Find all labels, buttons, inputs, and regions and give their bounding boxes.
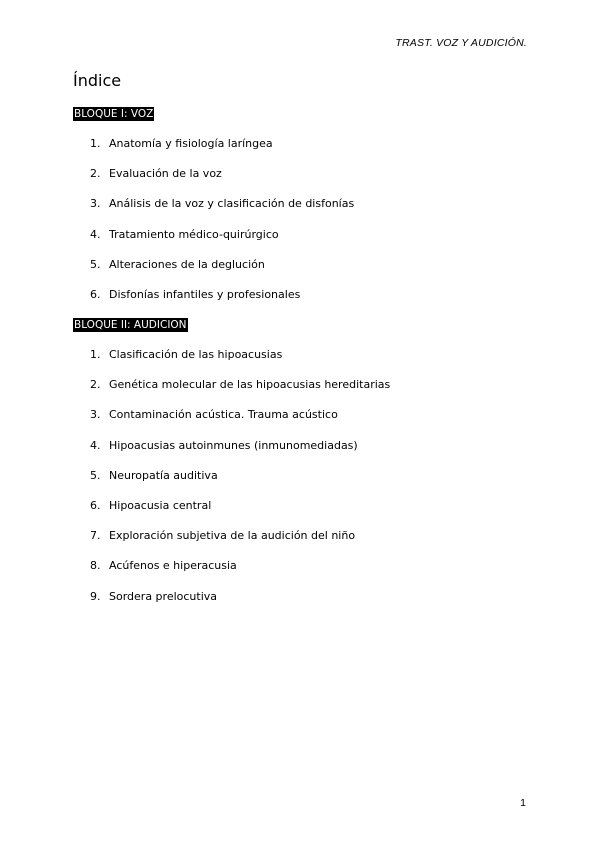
toc-item-text: Disfonías infantiles y profesionales: [109, 287, 301, 301]
toc-item-text: Sordera prelocutiva: [109, 589, 218, 603]
toc-item-number: 9.: [90, 589, 101, 603]
page-title: Índice: [73, 71, 122, 90]
toc-item-text: Acúfenos e hiperacusia: [109, 559, 237, 573]
toc-item-number: 6.: [90, 498, 101, 512]
section-title-audicion: BLOQUE II: AUDICION: [74, 319, 187, 331]
toc-item-number: 1.: [90, 348, 101, 361]
toc-item-number: 3.: [90, 197, 101, 211]
toc-item-number: 4.: [90, 227, 101, 241]
toc-item-text: Genética molecular de las hipoacusias hereditarias: [109, 378, 391, 392]
toc-item-text: Hipoacusia central: [109, 498, 212, 512]
toc-item-text: Exploración subjetiva de la audición del niño: [109, 529, 356, 543]
section-title-voz: BLOQUE I: VOZ: [74, 108, 154, 120]
toc-item-text: Contaminación acústica. Trauma acústico: [109, 408, 338, 422]
toc-item-number: 8.: [90, 559, 101, 573]
toc-item-number: 7.: [90, 529, 101, 543]
toc-item-text: Anatomía y fisiología laríngea: [109, 137, 273, 150]
toc-item-number: 2.: [90, 378, 101, 392]
toc-item-number: 3.: [90, 408, 101, 422]
toc-item-number: 5.: [90, 468, 101, 482]
toc-item-text: Neuropatía auditiva: [109, 468, 218, 482]
toc-item-text: Hipoacusias autoinmunes (inmunomediadas): [109, 438, 358, 452]
running-header: TRAST. VOZ Y AUDICIÓN.: [395, 37, 527, 49]
toc-item-text: Evaluación de la voz: [109, 167, 222, 181]
toc-item-number: 5.: [90, 257, 101, 271]
toc-item-number: 2.: [90, 167, 101, 181]
toc-item-number: 4.: [90, 438, 101, 452]
toc-item-text: Tratamiento médico-quirúrgico: [109, 227, 279, 241]
toc-item-number: 6.: [90, 287, 101, 301]
toc-item-number: 1.: [90, 137, 101, 150]
toc-item-text: Análisis de la voz y clasificación de disfonías: [109, 197, 355, 211]
toc-item-text: Clasificación de las hipoacusias: [109, 348, 283, 361]
toc-item-text: Alteraciones de la deglución: [109, 257, 265, 271]
page-number: 1: [520, 797, 526, 809]
